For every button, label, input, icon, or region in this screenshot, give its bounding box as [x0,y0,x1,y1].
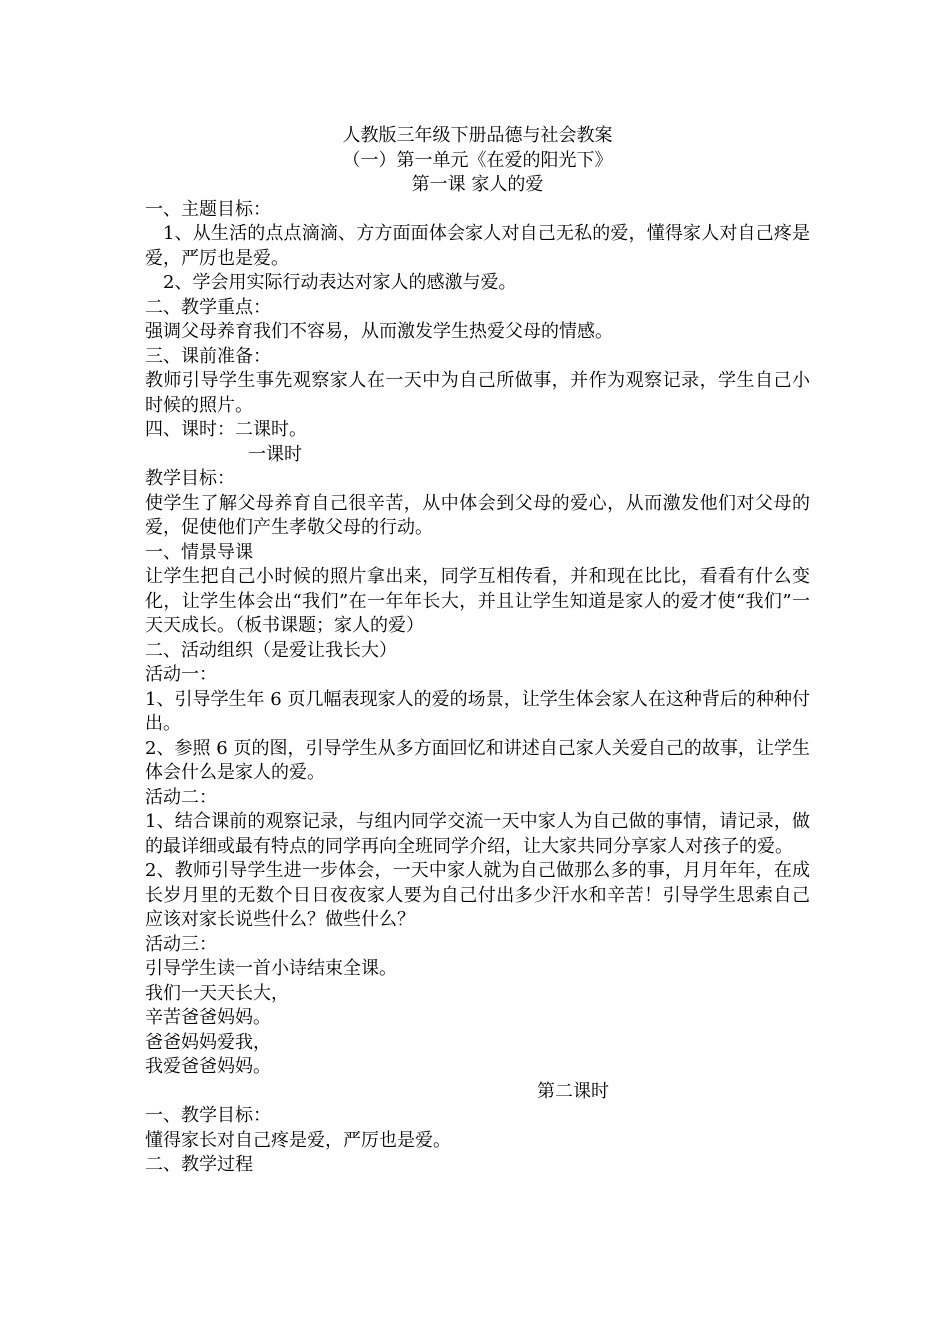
activity2-item-2: 2、教师引导学生进一步体会，一天中家人就为自己做那么多的事，月月年年，在成长岁月里的无数个日日夜夜家人要为自己付出多少汗水和辛苦！引导学生思索自己应该对家长说些什么？做些什么？ [145,860,810,930]
poem-line: 爸爸妈妈爱我， [145,1031,271,1053]
lesson-title: 第一课 家人的爱 [411,174,544,195]
goals-heading: 一、主题目标： [145,198,271,220]
activity-heading: 二、活动组织（是爱让我长大） [145,639,397,661]
activity1-item-1: 1、引导学生年 6 页几幅表现家人的爱的场景，让学生体会家人在这种背后的种种付出。 [145,688,810,734]
hours-text: 四、课时：二课时。 [145,419,307,440]
activity1-item-2: 2、参照 6 页的图，引导学生从多方面回忆和讲述自己家人关爱自己的故事，让学生体会什么是家人的爱。 [145,737,810,783]
poem-line: 我爱爸爸妈妈。 [145,1056,271,1077]
document-page [145,124,810,1178]
focus-text: 强调父母养育我们不容易，从而激发学生热爱父母的情感。 [145,321,613,342]
period1-objectives-label: 教学目标： [145,468,235,489]
activity2-label: 活动二： [145,786,217,808]
prep-heading: 三、课前准备： [145,345,271,367]
intro-heading: 一、情景导课 [145,541,253,563]
poem-line: 辛苦爸爸妈妈。 [145,1007,271,1028]
goal-1: 1、从生活的点点滴滴、方方面面体会家人对自己无私的爱，懂得家人对自己疼是爱，严厉也是爱。 [145,223,810,269]
activity1-label: 活动一： [145,664,217,685]
goal-2: 2、学会用实际行动表达对家人的感激与爱。 [163,272,517,293]
activity3-label: 活动三： [145,933,217,955]
period1-heading: 一课时 [248,443,302,465]
poem-line: 我们一天天长大， [145,982,289,1004]
period1-objectives-text: 使学生了解父母养育自己很辛苦，从中体会到父母的爱心，从而激发他们对父母的爱，促使他们产生孝敬父母的行动。 [145,492,810,538]
document-title: 人教版三年级下册品德与社会教案 [342,125,613,146]
prep-text: 教师引导学生事先观察家人在一天中为自己所做事，并作为观察记录，学生自己小时候的照片。 [145,370,810,416]
period2-heading: 第二课时 [537,1080,609,1102]
focus-heading: 二、教学重点： [145,296,271,318]
activity2-item-1: 1、结合课前的观察记录，与组内同学交流一天中家人为自己做的事情，请记录，做的最详细或最有特点的同学再向全班同学介绍，让大家共同分享家人对孩子的爱。 [145,811,810,857]
period2-process-heading: 二、教学过程 [145,1154,253,1175]
unit-title: （一）第一单元《在爱的阳光下》 [342,149,613,171]
period2-objectives-text: 懂得家长对自己疼是爱，严厉也是爱。 [145,1129,451,1151]
intro-text: 让学生把自己小时候的照片拿出来，同学互相传看，并和现在比比，看看有什么变化，让学生体会出“我们”在一年年长大，并且让学生知道是家人的爱才使“我们”一天天成长。（板书课题；家人的爱） [145,566,810,636]
period2-objectives-heading: 一、教学目标： [145,1105,271,1126]
activity3-text: 引导学生读一首小诗结束全课。 [145,958,397,979]
